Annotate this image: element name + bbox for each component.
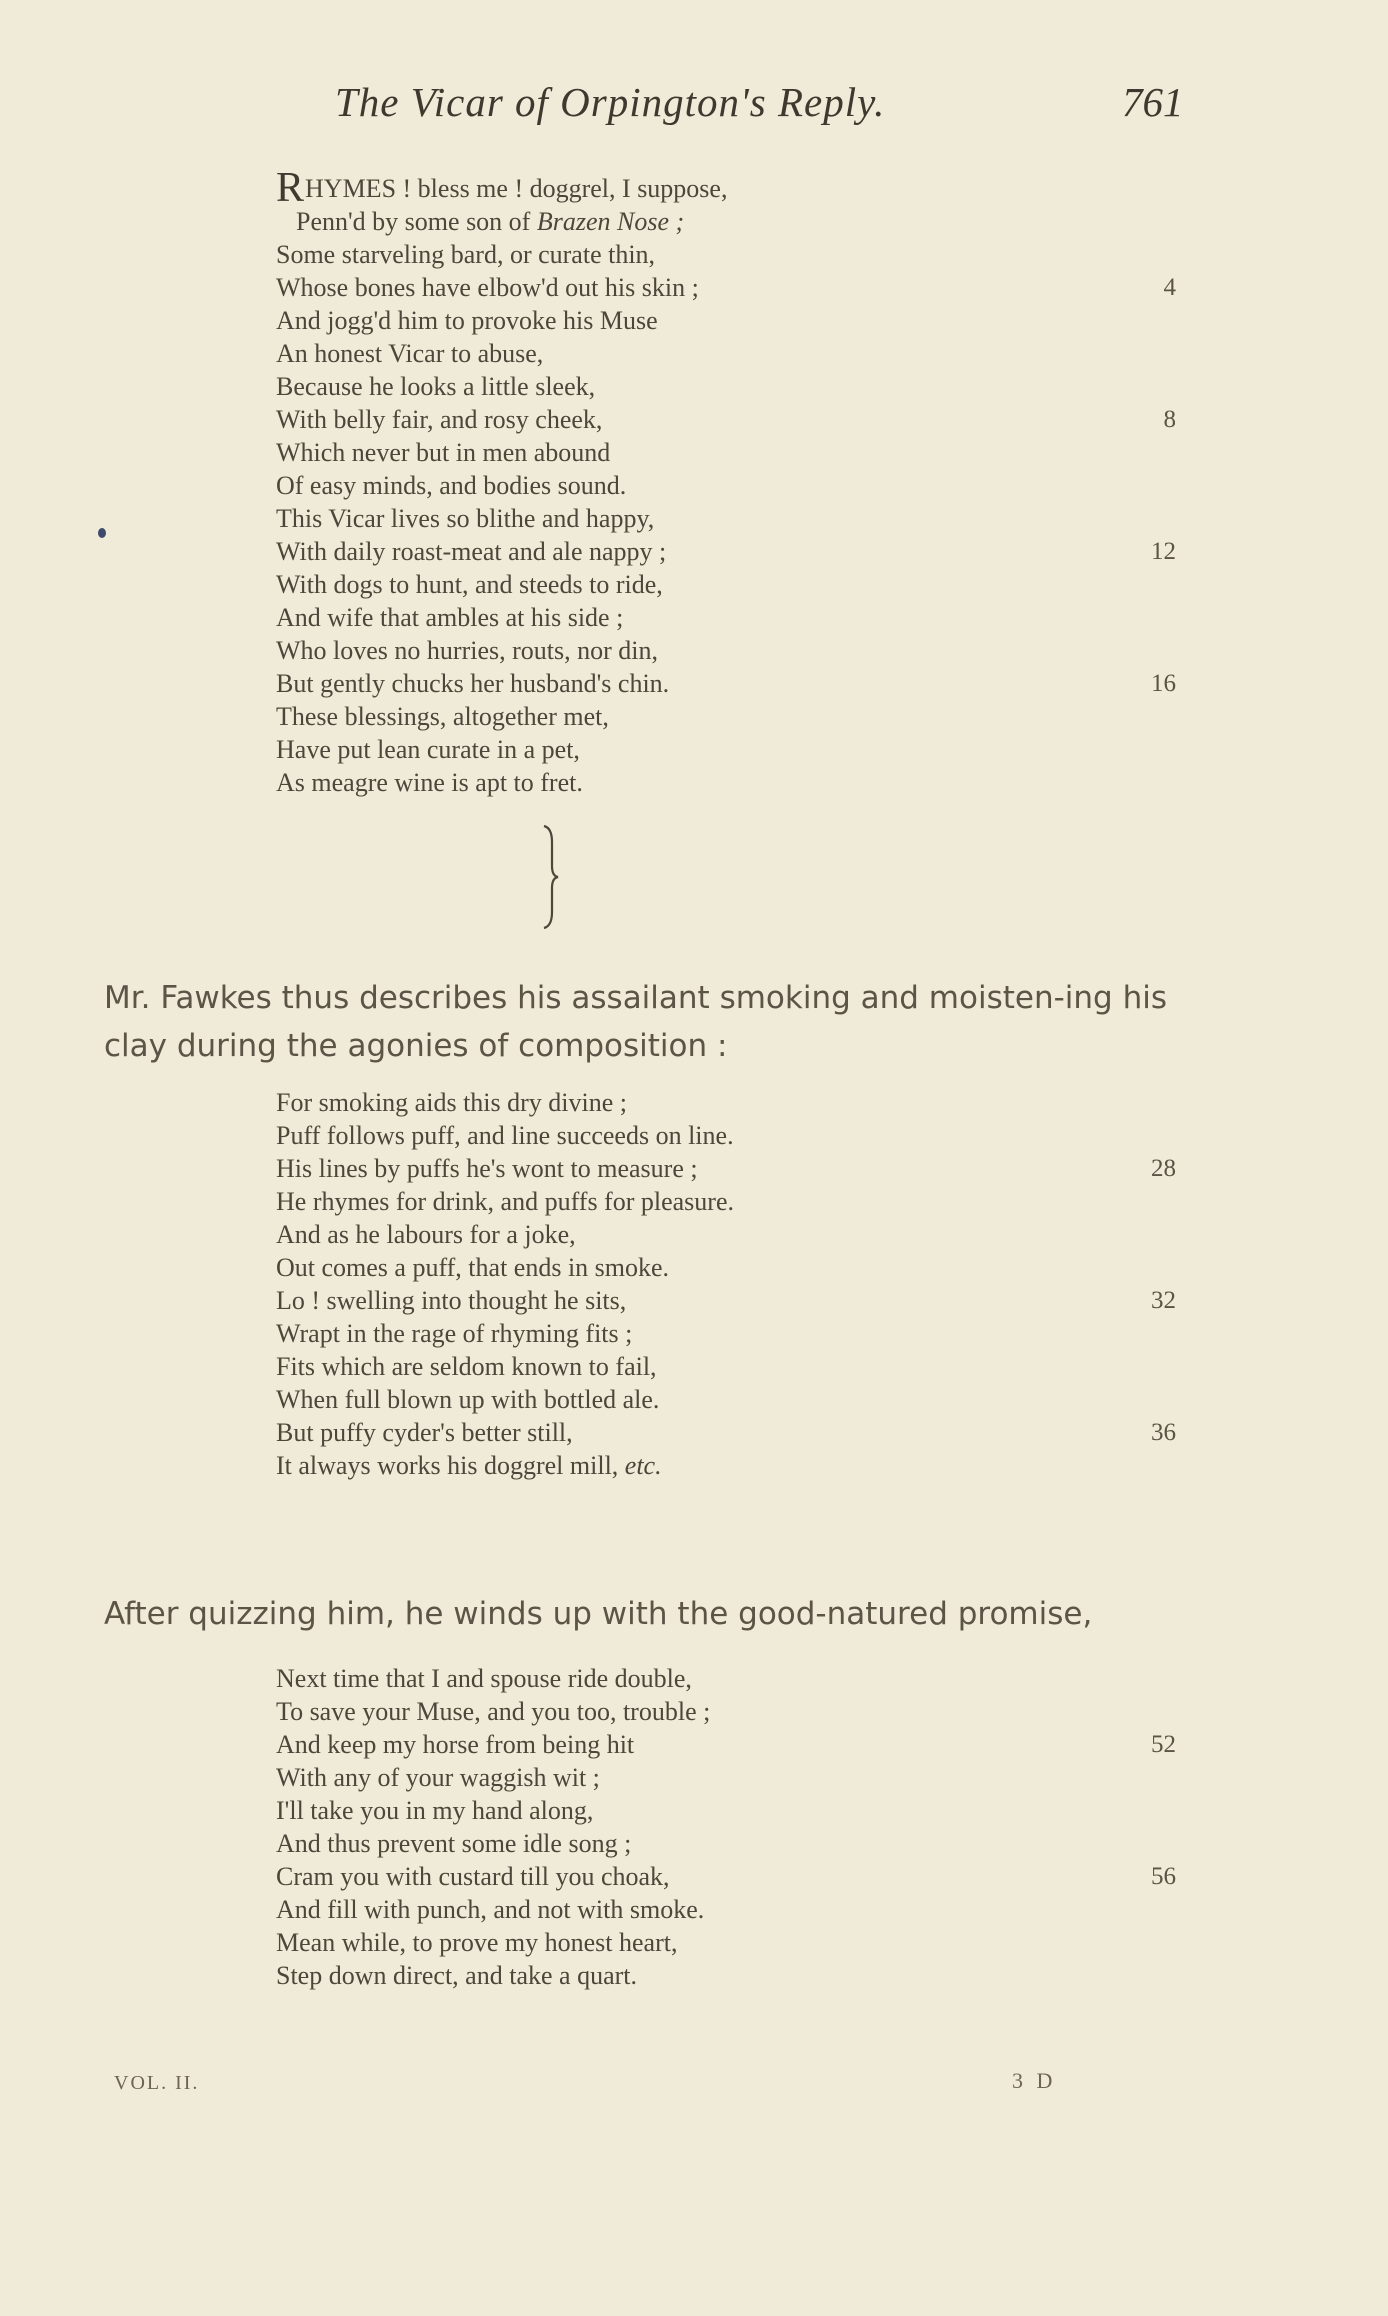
stanza-1 xyxy=(276,165,1176,799)
volume-label: VOL. II. xyxy=(114,2072,200,2094)
line-number: 28 xyxy=(1151,1155,1176,1182)
verse-text: Cram you with custard till you choak, xyxy=(276,1862,670,1891)
verse-text: With belly fair, and rosy cheek, xyxy=(276,405,603,434)
verse-text: Which never but in men abound xyxy=(276,438,611,467)
verse-line xyxy=(276,238,1176,271)
verse-text: I'll take you in my hand along, xyxy=(276,1796,594,1825)
verse-text: Step down direct, and take a quart. xyxy=(276,1961,637,1990)
verse-text: And wife that ambles at his side ; xyxy=(276,603,624,632)
verse-line xyxy=(276,370,1176,403)
verse-line xyxy=(276,271,1176,304)
page-number: 761 xyxy=(1122,79,1184,125)
verse-text: Have put lean curate in a pet, xyxy=(276,735,580,764)
verse-line xyxy=(276,469,1176,502)
verse-line xyxy=(276,634,1176,667)
verse-line xyxy=(276,304,1176,337)
verse-text: Who loves no hurries, routs, nor din, xyxy=(276,636,659,665)
verse-text: And fill with punch, and not with smoke. xyxy=(276,1895,705,1924)
line-number: 12 xyxy=(1151,538,1176,565)
verse-line xyxy=(276,1893,1176,1926)
verse-text: Of easy minds, and bodies sound. xyxy=(276,471,627,500)
verse-line xyxy=(276,1152,1176,1185)
verse-line xyxy=(276,667,1176,700)
verse-text: To save your Muse, and you too, trouble ; xyxy=(276,1697,711,1726)
verse-line xyxy=(276,700,1176,733)
verse-line xyxy=(276,1185,1176,1218)
verse-italic-text: etc. xyxy=(624,1451,662,1480)
verse-line xyxy=(276,205,1176,238)
verse-text: Whose bones have elbow'd out his skin ; xyxy=(276,273,699,302)
commentary-paragraph-1: Mr. Fawkes thus describes his assailant smoking and moisten-ing his clay during the agonies of composition : xyxy=(104,980,1167,1064)
verse-text: As meagre wine is apt to fret. xyxy=(276,768,583,797)
verse-line xyxy=(276,601,1176,634)
verse-line xyxy=(276,535,1176,568)
verse-line xyxy=(276,1860,1176,1893)
verse-text: With any of your waggish wit ; xyxy=(276,1763,600,1792)
verse-line xyxy=(276,1662,1176,1695)
verse-text: And keep my horse from being hit xyxy=(276,1730,635,1759)
verse-text: Puff follows puff, and line succeeds on line. xyxy=(276,1121,734,1150)
verse-text: He rhymes for drink, and puffs for pleasure. xyxy=(276,1187,734,1216)
verse-text: Mean while, to prove my honest heart, xyxy=(276,1928,678,1957)
commentary-paragraph-2: After quizzing him, he winds up with the good-natured promise, xyxy=(104,1596,1093,1632)
line-number: 4 xyxy=(1163,274,1176,301)
verse-line xyxy=(276,1416,1176,1449)
verse-text: Lo ! swelling into thought he sits, xyxy=(276,1286,627,1315)
verse-line xyxy=(276,733,1176,766)
right-brace-icon xyxy=(540,822,560,932)
verse-text: For smoking aids this dry divine ; xyxy=(276,1088,627,1117)
verse-text: Next time that I and spouse ride double, xyxy=(276,1664,692,1693)
verse-text: And as he labours for a joke, xyxy=(276,1220,576,1249)
verse-text: And jogg'd him to provoke his Muse xyxy=(276,306,658,335)
verse-text: His lines by puffs he's wont to measure ; xyxy=(276,1154,698,1183)
verse-line xyxy=(276,1284,1176,1317)
verse-line xyxy=(276,1761,1176,1794)
line-number: 16 xyxy=(1151,670,1176,697)
verse-text: When full blown up with bottled ale. xyxy=(276,1385,660,1414)
verse-line xyxy=(276,1218,1176,1251)
verse-text: These blessings, altogether met, xyxy=(276,702,609,731)
verse-line xyxy=(276,1827,1176,1860)
verse-line xyxy=(276,1383,1176,1416)
verse-line xyxy=(276,1926,1176,1959)
verse-text: It always works his doggrel mill, xyxy=(276,1451,625,1480)
verse-line xyxy=(276,1695,1176,1728)
verse-line xyxy=(276,1119,1176,1152)
verse-text: With daily roast-meat and ale nappy ; xyxy=(276,537,667,566)
verse-text: Wrapt in the rage of rhyming fits ; xyxy=(276,1319,633,1348)
verse-text: Out comes a puff, that ends in smoke. xyxy=(276,1253,670,1282)
verse-text: An honest Vicar to abuse, xyxy=(276,339,544,368)
stanza-2 xyxy=(276,1086,1176,1482)
verse-line xyxy=(276,436,1176,469)
drop-cap: R xyxy=(276,165,305,211)
verse-text: But gently chucks her husband's chin. xyxy=(276,669,670,698)
verse-line xyxy=(276,1317,1176,1350)
verse-line xyxy=(276,1449,1176,1482)
verse-line xyxy=(276,502,1176,535)
verse-italic-text: Brazen Nose ; xyxy=(536,207,685,236)
verse-line xyxy=(276,403,1176,436)
verse-line xyxy=(276,1728,1176,1761)
ink-fleck xyxy=(98,528,106,538)
line-number: 52 xyxy=(1151,1731,1176,1758)
verse-text: Because he looks a little sleek, xyxy=(276,372,596,401)
verse-line xyxy=(276,766,1176,799)
verse-text: Some starveling bard, or curate thin, xyxy=(276,240,656,269)
verse-line xyxy=(276,1086,1176,1119)
verse-text: But puffy cyder's better still, xyxy=(276,1418,573,1447)
verse-line xyxy=(276,1350,1176,1383)
verse-text: HYMES ! bless me ! doggrel, I suppose, xyxy=(305,174,728,203)
line-number: 36 xyxy=(1151,1419,1176,1446)
line-number: 56 xyxy=(1151,1863,1176,1890)
verse-text: Fits which are seldom known to fail, xyxy=(276,1352,657,1381)
verse-line xyxy=(276,1251,1176,1284)
verse-text: With dogs to hunt, and steeds to ride, xyxy=(276,570,663,599)
signature-mark: 3 D xyxy=(1012,2068,1057,2093)
verse-text: This Vicar lives so blithe and happy, xyxy=(276,504,655,533)
line-number: 8 xyxy=(1163,406,1176,433)
stanza-3 xyxy=(276,1662,1176,1992)
running-title: The Vicar of Orpington's Reply. xyxy=(335,79,886,125)
verse-line xyxy=(276,337,1176,370)
verse-line xyxy=(276,1794,1176,1827)
verse-line xyxy=(276,165,1176,211)
verse-line xyxy=(276,1959,1176,1992)
line-number: 32 xyxy=(1151,1287,1176,1314)
verse-line xyxy=(276,568,1176,601)
verse-text: Penn'd by some son of xyxy=(296,207,537,236)
verse-text: And thus prevent some idle song ; xyxy=(276,1829,632,1858)
